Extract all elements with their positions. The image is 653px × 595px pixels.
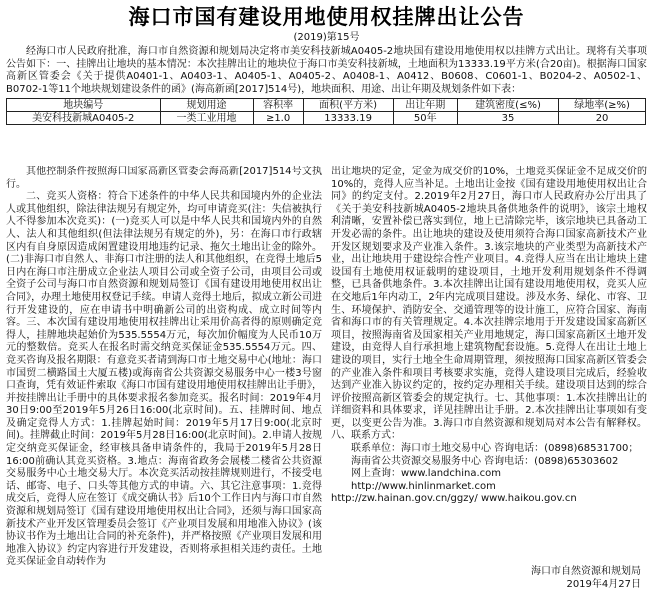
- table-cell: 一类工业用地: [160, 112, 253, 125]
- website-line: http://zw.hainan.gov.cn/ggzy/ www.haikou.gov.cn: [331, 493, 577, 505]
- signature-org: 海口市自然资源和规划局: [531, 566, 641, 577]
- body-columns: [6, 166, 647, 595]
- body-paragraph: 出让地块的定金，定金为成交价的10%，土地竞买保证金不足成交价的10%的，竞得人应当补足。土地出让金按《国有建设用地使用权出让合同》的约定支付。2.2019年2月27日，海口市人民政府办公厅出具了《关于美安科技新城A0405-2地块具备供地条件的说明》，该宗土地权利清晰，安置补偿已落实到位，地上已清除完毕，该宗地块已具备动工开发必需的条件。出让地块的建设及使用须符合海口国家高新技术产业开发区规划要求及产业准入条件。3.该宗地块的产业类型为高新技术产业，出让地块用于建设综合性产业项目。4.竞得人应当在出让地块上建设国有土地使用权证载明的建设项目，土地开发利用规划条件不得调整，已具备供地条件。3.本次挂牌出让国有建设用地使用权，竞买人应在交地后1年内动工，2年内完成项目建设。涉及水务、绿化、市容、卫生、环境保护、消防安全、交通管理等的设计施工，应符合国家、海南省和海口市的有关管理规定。4.本次挂牌宗地用于开发建设国家高新区项目，按照海南省及国家相关产业用地规定，海口国家高新区土地开发建设，由竞得人自行承担地上建筑物配套设施。5.竞得人在出让土地上建设的项目，实行土地全生命周期管理，须按照海口国家高新区管委会的产业准入条件和项目考核要求实施，竞得人建设项目完成后，经验收达到产业准入协议约定的，按约定办理相关手续。建设项目达到的综合评价按照高新区管委会的规定执行。七、其他事项：1.本次挂牌出让的详细资料和具体要求，详见挂牌出让手册。2.本次挂牌出让事项如有变更，以变更公告为准。3.海口市自然资源和规划局对本公告有解释权。八、联系方式：: [331, 166, 647, 442]
- table-cell: 50年: [393, 112, 457, 125]
- table-header-cell: 规划用途: [160, 99, 253, 112]
- table-header-row: [7, 99, 646, 112]
- parcel-table: [6, 98, 646, 125]
- contact-line: 联系单位：海口市土地交易中心 咨询电话：(0898)68531700；: [351, 443, 639, 455]
- table-header-cell: 建筑密度(≤%): [457, 99, 558, 112]
- signature-date: 2019年4月27日: [566, 579, 641, 590]
- table-header-cell: 出让年期: [393, 99, 457, 112]
- website-line: http://www.hinlinmarket.com: [351, 480, 496, 492]
- table-header-cell: 面积(平方米): [303, 99, 393, 112]
- intro-paragraph: 经海口市人民政府批准，海口市自然资源和规划局决定将市美安科技新城A0405-2地块国有建设用地使用权以挂牌方式出让。现将有关事项公告如下：一、挂牌出让地块的基本情况：本次挂牌出让的地块位于海口市美安科技新城，土地面积为13333.19平方米(合20亩)。根据海口国家高新区管委会《关于提供A0401-1、A0403-1、A0405-1、A0405-2、A0408-1、A0412、B0608、C0601-1、B0204-2、A0502-1、B0702-1等11个地块规划建设条件的函》(海高新函[2017]514号)，地块面积、用途、出让年期及规划条件如下表：: [6, 46, 647, 95]
- table-header-cell: 绿地率(≥%): [559, 99, 646, 112]
- table-header-cell: 地块编号: [7, 99, 161, 112]
- table-cell: 35: [457, 112, 558, 125]
- body-paragraph: 其他控制条件按照海口国家高新区管委会海高新[2017]514号文执行。: [6, 166, 322, 190]
- table-cell: 美安科技新城A0405-2: [7, 112, 161, 125]
- table-cell: 13333.19: [303, 112, 393, 125]
- body-paragraph: 二、竞买人资格：符合下述条件的中华人民共和国境内外的企业法人或其他组织，除法律法规另有规定外，均可申请竞买(注：失信被执行人不得参加本次竞买)：(一)竞买人可以是中华人民共和国境内外的自然人、法人和其他组织(但法律法规另有规定的外)，另：在海口市行政辖区内有自身原因造成闲置建设用地违约记录、拖欠土地出让金的除外。(二)非海口市自然人、非海口市注册的法人和其他组织，在竞得土地后5日内在海口市注册成立企业法人项目公司或全资子公司，由项目公司或全资子公司与海口市自然资源和规划局签订《国有建设用地使用权出让合同》，办理土地使用权登记手续。申请人竞得土地后，拟成立新公司进行开发建设的，应在申请书中明确新公司的出资构成、成立时间等内容。三、本次国有建设用地使用权挂牌出让采用价高者得的原则确定竞得人，挂牌地块起始价为535.5554万元，每次加价幅度为人民币10万元的整数倍。竞买人在报名时需交纳竞买保证金535.5554万元。四、竞买咨询及报名期限：有意竞买者请到海口市土地交易中心(地址：海口市国贸二横路国土大厦五楼)或海南省公共资源交易服务中心一楼3号窗口查询，凭有效证件索取《海口市国有建设用地使用权挂牌出让手册》，并按挂牌出让手册中的具体要求报名参加竞买。报名时间：2019年4月30日9:00至2019年5月26日16:00(北京时间)。五、挂牌时间、地点及确定竞得人方式：1.挂牌起始时间：2019年5月17日9:00(北京时间)。挂牌截止时间：2019年5月28日16:00(北京时间)。2.申请人按规定交纳竞买保证金，经审核具备申请条件的，我局于2019年5月28日16:00前确认其竞买资格。3.地点：海南省政务会展楼二楼省公共资源交易服务中心土地交易大厅。本次竞买活动按挂牌规则进行，不接受电话、邮寄、电子、口头等其他方式的申请。六、其它注意事项：1.竞得成交后，竞得人应在签订《成交确认书》后10个工作日内与海口市自然资源和规划局签订《国有建设用地使用权出让合同》，还须与海口国家高新技术产业开发区管理委员会签订《产业项目发展和用地准入协议》(该协议书作为土地出让合同的补充条件)，并严格按照《产业项目发展和用地准入协议》约定内容进行开发建设，否则将承担相关违约责任。土地竞买保证金自动转作为: [6, 191, 322, 568]
- left-column: [6, 166, 322, 595]
- right-column: [331, 166, 647, 566]
- announcement-title: 海口市国有建设用地使用权挂牌出让公告: [128, 5, 525, 29]
- table-cell: ≥1.0: [253, 112, 303, 125]
- website-line: 网上查询：www.landchina.com: [351, 468, 502, 480]
- issue-number: (2019)第15号: [293, 32, 360, 43]
- table-row: [7, 112, 646, 125]
- contact-line: 海南省公共资源交易服务中心 咨询电话：(0898)65303602: [351, 455, 619, 467]
- table-header-cell: 容积率: [253, 99, 303, 112]
- table-cell: 20: [559, 112, 646, 125]
